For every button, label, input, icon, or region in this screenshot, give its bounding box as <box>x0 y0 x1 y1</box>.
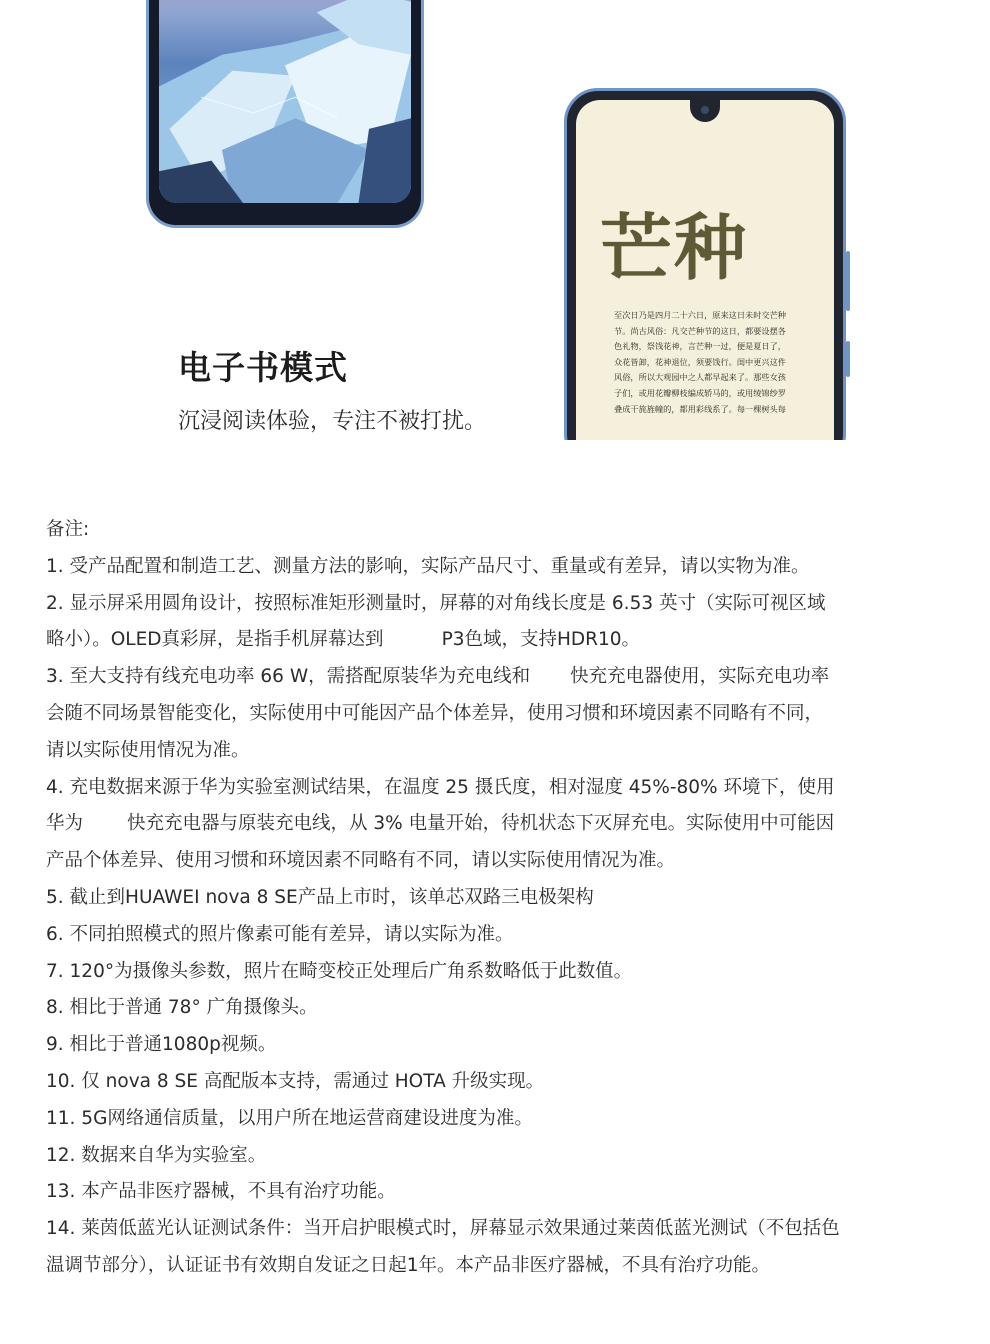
phone-image-right <box>564 88 846 440</box>
note-line: 产品个体差异、使用习惯和环境因素不同略有不同，请以实际使用情况为准。 <box>46 850 676 872</box>
front-camera-icon <box>701 106 709 114</box>
note-text: 华为 <box>46 813 84 835</box>
note-line <box>46 806 951 843</box>
ebook-line: 风俗，所以大观园中之人都早起来了。那些女孩 <box>614 372 786 383</box>
note-line: 11. 5G网络通信质量，以用户所在地运营商建设进度为准。 <box>46 1107 533 1129</box>
hero-section <box>0 0 990 440</box>
note-line: 6. 不同拍照模式的照片像素可能有差异，请以实际为准。 <box>46 923 514 945</box>
wallpaper-ice-image <box>159 0 411 203</box>
ebook-line: 节。尚古风俗：凡交芒种节的这日，都要设摆各 <box>614 325 786 336</box>
note-line: 12. 数据来自华为实验室。 <box>46 1144 267 1166</box>
volume-button <box>846 251 850 311</box>
note-text: 快充充电器与原装充电线，从 3% 电量开始，待机状态下灭屏充电。实际使用中可能因 <box>127 813 835 835</box>
ebook-title: 芒种 <box>600 206 749 290</box>
note-line: 温调节部分），认证证书有效期自发证之日起1年。本产品非医疗器械，不具有治疗功能。 <box>46 1254 771 1276</box>
note-line: 会随不同场景智能变化，实际使用中可能因产品个体差异，使用习惯和环境因素不同略有不同， <box>46 702 824 724</box>
note-text: 快充充电器使用，实际充电功率 <box>570 666 830 688</box>
note-text: 略小）。OLED真彩屏，是指手机屏幕达到 <box>46 629 384 651</box>
notes-heading: 备注: <box>46 519 90 540</box>
note-line <box>46 622 951 659</box>
note-line: 2. 显示屏采用圆角设计，按照标准矩形测量时，屏幕的对角线长度是 6.53 英寸（实际可视区域 <box>46 592 826 614</box>
note-line: 5. 截止到HUAWEI nova 8 SE产品上市时，该单芯双路三电极架构 <box>46 886 594 908</box>
ebook-line: 子们，或用花瓣柳枝编成轿马的，或用绫锦纱罗 <box>614 387 786 398</box>
note-line: 4. 充电数据来源于华为实验室测试结果，在温度 25 摄氏度，相对湿度 45%-80% 环境下，使用 <box>46 776 835 798</box>
note-line: 14. 莱茵低蓝光认证测试条件：当开启护眼模式时，屏幕显示效果通过莱茵低蓝光测试（不包括色 <box>46 1218 840 1240</box>
camera-notch <box>690 100 720 122</box>
note-line: 13. 本产品非医疗器械，不具有治疗功能。 <box>46 1181 396 1203</box>
ebook-line: 至次日乃是四月二十六日，原来这日未时交芒种 <box>614 310 786 320</box>
note-line: 9. 相比于普通1080p视频。 <box>46 1034 277 1056</box>
note-line: 7. 120°为摄像头参数，照片在畸变校正处理后广角系数略低于此数值。 <box>46 960 633 982</box>
ebook-screen <box>576 100 834 440</box>
notes-section <box>46 512 951 1285</box>
note-line: 10. 仅 nova 8 SE 高配版本支持，需通过 HOTA 升级实现。 <box>46 1070 545 1092</box>
note-text: 3. 至大支持有线充电功率 66 W，需搭配原装华为充电线和 <box>46 666 531 688</box>
ebook-text <box>614 308 824 417</box>
ebook-line: 叠成干旄旌幢的，都用彩线系了。每一棵树头每 <box>614 403 786 414</box>
note-line: 8. 相比于普通 78° 广角摄像头。 <box>46 997 318 1019</box>
note-line: 1. 受产品配置和制造工艺、测量方法的影响，实际产品尺寸、重量或有差异，请以实物为准。 <box>46 555 810 577</box>
power-button <box>846 341 850 377</box>
ebook-line: 众花皆卸，花神退位，须要饯行。闺中更兴这件 <box>614 356 786 367</box>
note-line: 请以实际使用情况为准。 <box>46 739 250 761</box>
feature-title: 电子书模式 <box>178 348 348 387</box>
note-line <box>46 659 951 696</box>
ice-wallpaper-graphic <box>159 0 411 203</box>
phone-image-left <box>146 0 424 228</box>
feature-subtitle: 沉浸阅读体验，专注不被打扰。 <box>178 409 487 434</box>
ebook-line: 色礼物，祭饯花神，言芒种一过，便是夏日了， <box>614 341 786 352</box>
note-text: P3色域，支持HDR10。 <box>441 629 641 651</box>
